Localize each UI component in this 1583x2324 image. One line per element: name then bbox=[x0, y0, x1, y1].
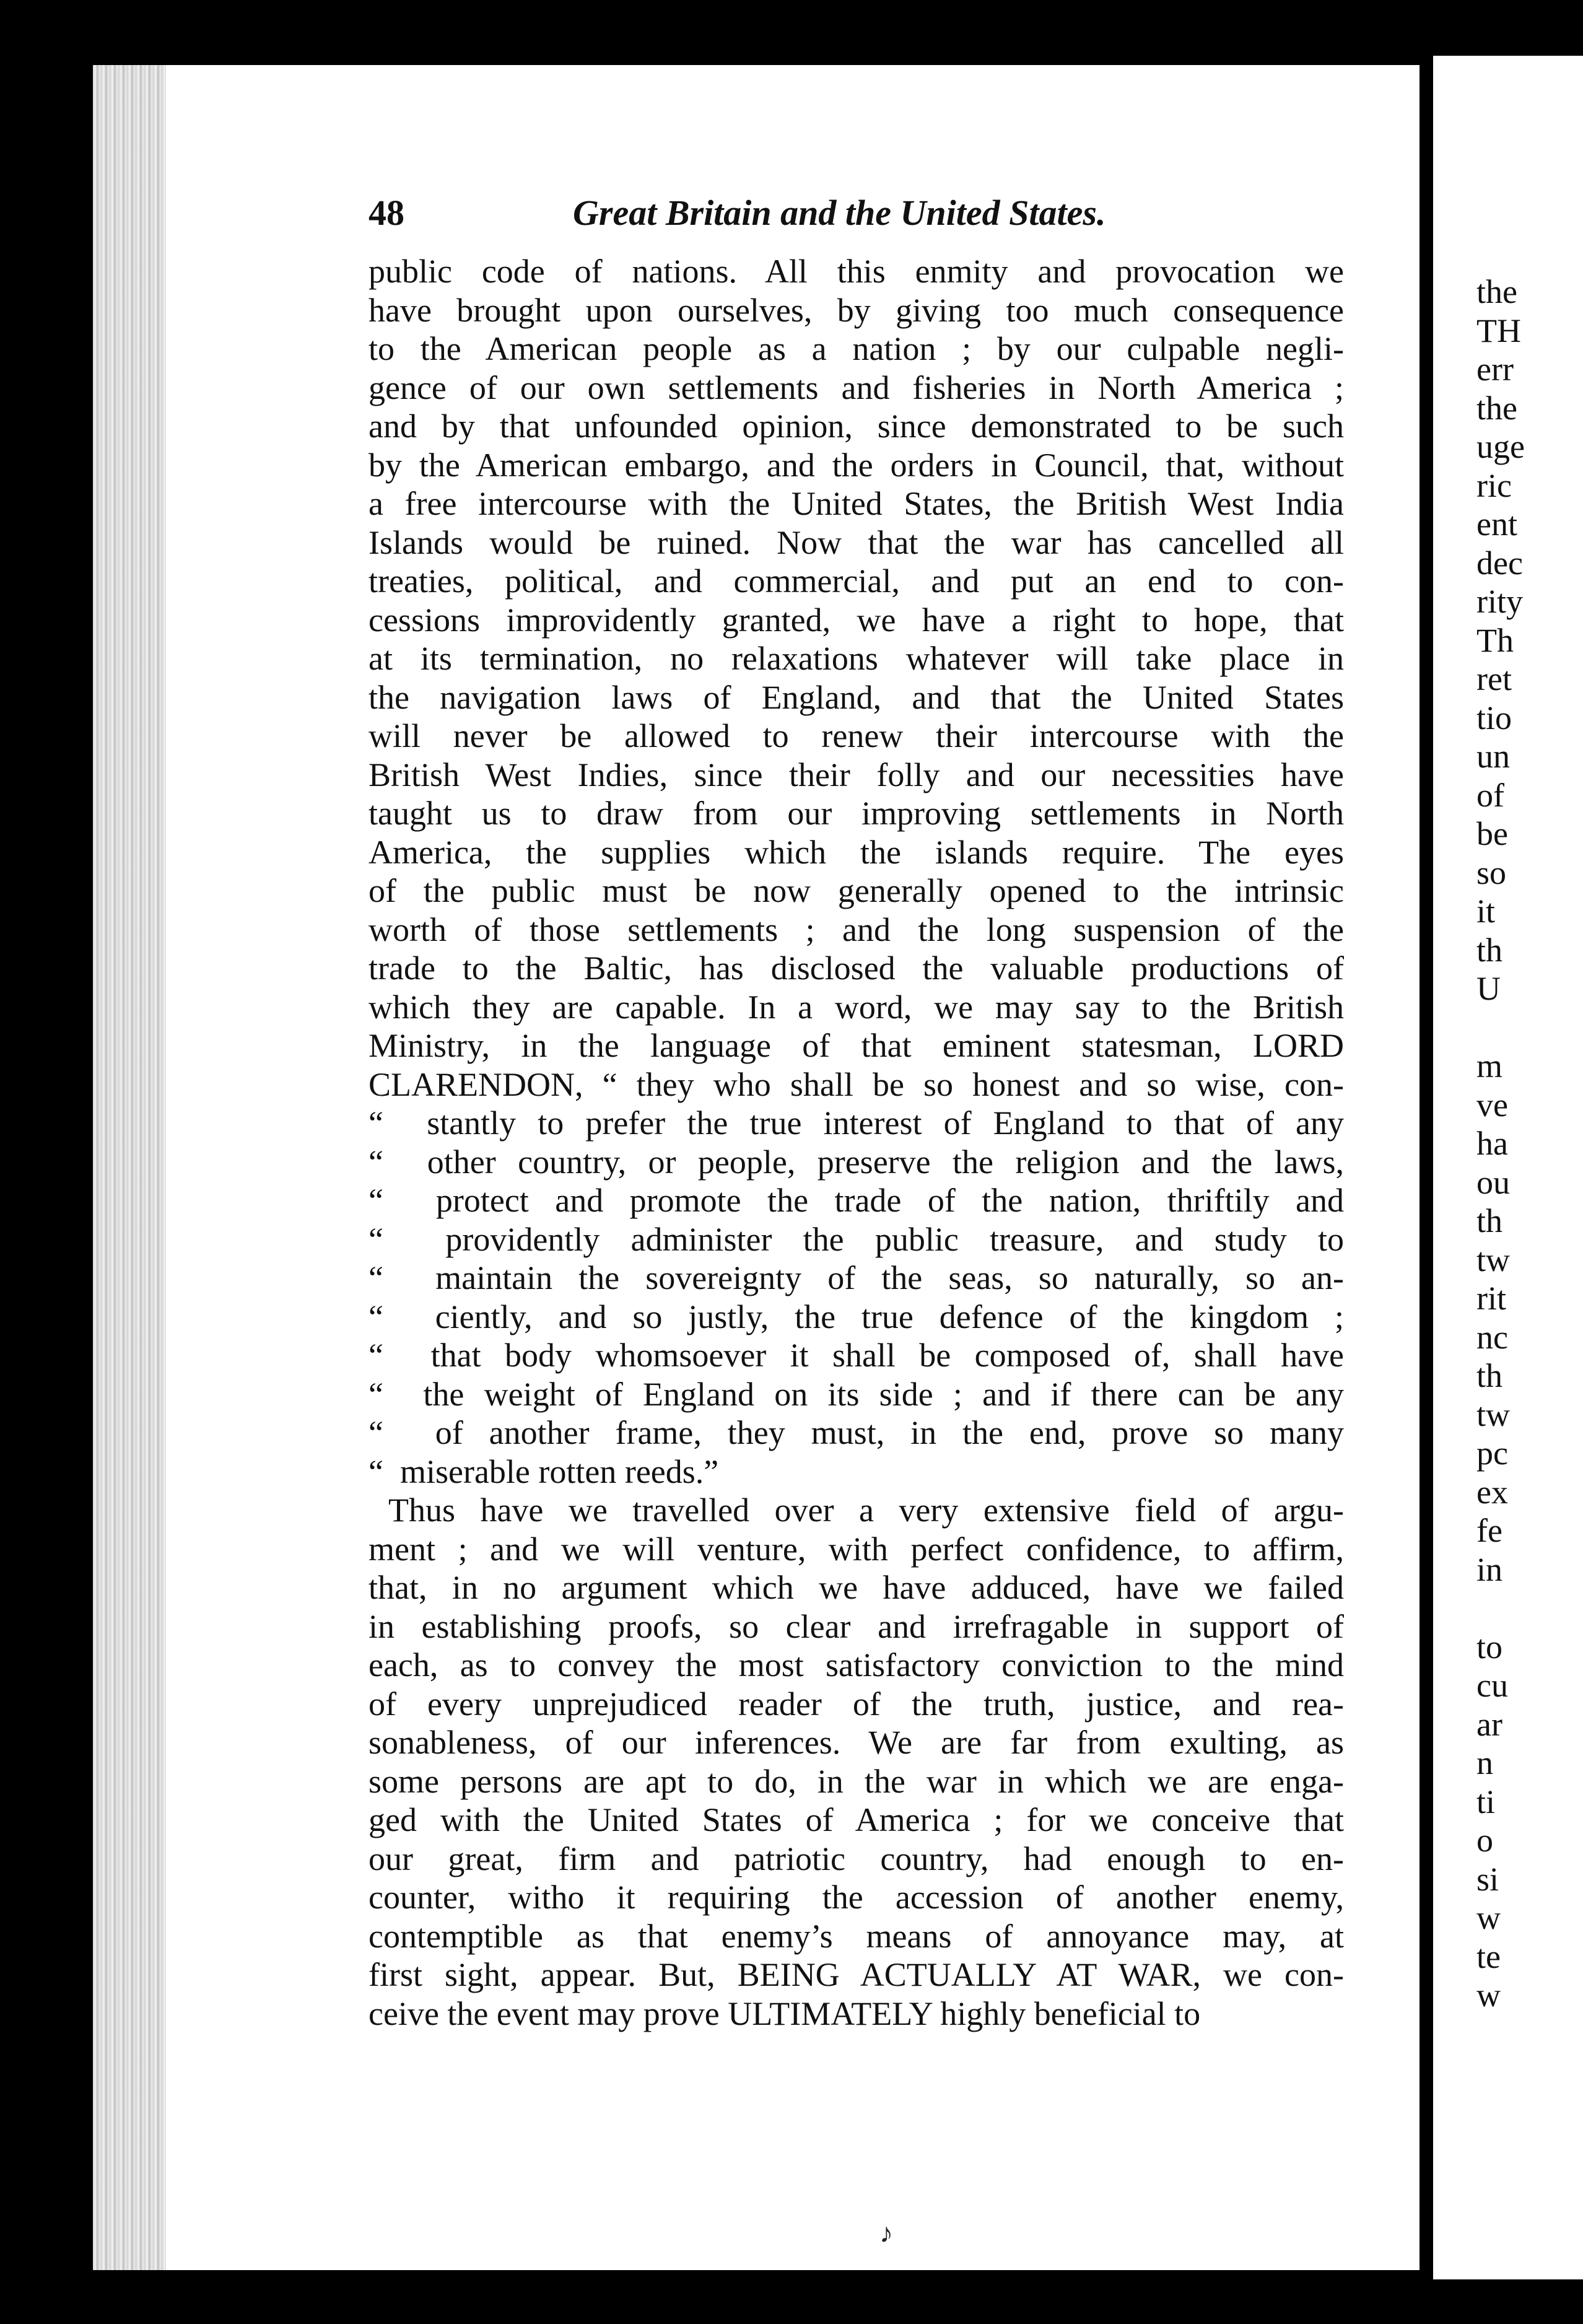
right-page-fragment: ric bbox=[1476, 466, 1512, 504]
text-line: “ stantly to prefer the true interest of England to that of any bbox=[368, 1104, 1344, 1143]
right-page-fragment: tio bbox=[1476, 699, 1512, 736]
right-page-fragment: uge bbox=[1476, 428, 1525, 465]
text-line: sonableness, of our inferences. We are far from exulting, as bbox=[368, 1724, 1344, 1761]
running-header bbox=[368, 192, 1397, 242]
text-line: Ministry, in the language of that eminent statesman, LORD bbox=[368, 1027, 1344, 1064]
right-page-fragment: so bbox=[1476, 854, 1507, 891]
text-line: will never be allowed to renew their intercourse with the bbox=[368, 717, 1344, 754]
text-line: some persons are apt to do, in the war in which we are enga- bbox=[368, 1762, 1344, 1800]
text-line: CLARENDON, “ they who shall be so honest and so wise, con- bbox=[368, 1065, 1344, 1103]
right-page-fragment: ex bbox=[1476, 1473, 1508, 1511]
right-page-fragment: ti bbox=[1476, 1783, 1496, 1820]
text-line: that, in no argument which we have adduced, have we failed bbox=[368, 1569, 1344, 1606]
right-page-fragment: n bbox=[1476, 1744, 1493, 1781]
right-page-fragment: th bbox=[1476, 1202, 1503, 1239]
right-page-fragment: it bbox=[1476, 893, 1496, 930]
text-line: British West Indies, since their folly and our necessities have bbox=[368, 756, 1344, 793]
text-line: “ the weight of England on its side ; and if there can be any bbox=[368, 1375, 1344, 1414]
right-page-fragment: th bbox=[1476, 931, 1503, 969]
right-page-fragment: pc bbox=[1476, 1435, 1508, 1472]
text-line: “ of another frame, they must, in the end, prove so many bbox=[368, 1413, 1344, 1452]
right-page-fragment: the bbox=[1476, 389, 1517, 427]
text-line: America, the supplies which the islands require. The eyes bbox=[368, 833, 1344, 871]
text-line: and by that unfounded opinion, since demonstrated to be such bbox=[368, 408, 1344, 445]
text-line: Islands would be ruined. Now that the war has cancelled all bbox=[368, 523, 1344, 561]
right-page bbox=[1433, 56, 1583, 2279]
right-page-fragment: Th bbox=[1476, 621, 1514, 659]
text-line: cessions improvidently granted, we have a right to hope, that bbox=[368, 601, 1344, 639]
text-line: the navigation laws of England, and that the United States bbox=[368, 678, 1344, 716]
text-line: ceive the event may prove ULTIMATELY highly beneficial to bbox=[368, 1994, 1201, 2032]
right-page-fragment: ve bbox=[1476, 1086, 1508, 1124]
right-page-fragment: si bbox=[1476, 1860, 1499, 1898]
page-gutter bbox=[1419, 50, 1433, 2286]
right-page-fragment: w bbox=[1476, 1899, 1501, 1936]
text-line: Thus have we travelled over a very extensive field of argu- bbox=[388, 1492, 1344, 1529]
text-line: by the American embargo, and the orders in Council, that, without bbox=[368, 446, 1344, 484]
text-line: ged with the United States of America ; for we conceive that bbox=[368, 1801, 1344, 1838]
right-page-fragment: w bbox=[1476, 1977, 1501, 2014]
right-page-fragment: the bbox=[1476, 273, 1517, 310]
text-line: of the public must be now generally opened to the intrinsic bbox=[368, 872, 1344, 909]
right-page-fragment: in bbox=[1476, 1550, 1503, 1588]
text-line: “ miserable rotten reeds.” bbox=[368, 1452, 1344, 1492]
text-line: of every unprejudiced reader of the truth, justice, and rea- bbox=[368, 1685, 1344, 1723]
text-line: “ protect and promote the trade of the nation, thriftily and bbox=[368, 1181, 1344, 1220]
text-line: at its termination, no relaxations whatever will take place in bbox=[368, 640, 1344, 677]
right-page-fragment: to bbox=[1476, 1628, 1503, 1666]
right-page-fragment: nc bbox=[1476, 1318, 1508, 1356]
body-text bbox=[368, 252, 1344, 2033]
right-page-fragment: te bbox=[1476, 1937, 1501, 1975]
right-page-fragment bbox=[1476, 1589, 1583, 1628]
text-line: “ providently administer the public treasure, and study to bbox=[368, 1220, 1344, 1259]
text-line: have brought upon ourselves, by giving too much consequence bbox=[368, 291, 1344, 329]
text-line: in establishing proofs, so clear and irrefragable in support of bbox=[368, 1607, 1344, 1645]
right-page-fragment bbox=[1476, 1008, 1583, 1047]
right-page-fragment: TH bbox=[1476, 312, 1521, 349]
running-title: Great Britain and the United States. bbox=[573, 193, 1106, 233]
right-page-fragment: be bbox=[1476, 815, 1508, 852]
text-line: our great, firm and patriotic country, had enough to en- bbox=[368, 1840, 1344, 1877]
text-line: counter, witho it requiring the accession of another enemy, bbox=[368, 1879, 1344, 1916]
text-line: trade to the Baltic, has disclosed the valuable productions of bbox=[368, 950, 1344, 987]
right-page-fragment: cu bbox=[1476, 1667, 1508, 1704]
text-line: treaties, political, and commercial, and put an end to con- bbox=[368, 562, 1344, 600]
right-page-fragment: ar bbox=[1476, 1705, 1502, 1743]
right-page-fragment: err bbox=[1476, 351, 1514, 388]
text-line: taught us to draw from our improving settlements in North bbox=[368, 795, 1344, 832]
text-line: worth of those settlements ; and the long suspension of the bbox=[368, 911, 1344, 948]
right-page-fragment: ret bbox=[1476, 660, 1512, 697]
right-page-fragment: un bbox=[1476, 738, 1510, 775]
right-page-fragment: U bbox=[1476, 970, 1501, 1007]
right-page-fragment: m bbox=[1476, 1047, 1503, 1085]
right-page-fragment: fe bbox=[1476, 1512, 1502, 1549]
text-line: each, as to convey the most satisfactory conviction to the mind bbox=[368, 1646, 1344, 1684]
page-number: 48 bbox=[368, 193, 404, 233]
right-page-fragment: tw bbox=[1476, 1396, 1510, 1433]
right-page-fragment: of bbox=[1476, 776, 1504, 814]
right-page-fragment: dec bbox=[1476, 544, 1523, 582]
text-line: “ ciently, and so justly, the true defence of the kingdom ; bbox=[368, 1298, 1344, 1337]
right-page-fragment: tw bbox=[1476, 1241, 1510, 1278]
right-page-fragment: ent bbox=[1476, 505, 1517, 543]
right-page-fragment: rity bbox=[1476, 583, 1523, 620]
text-line: first sight, appear. But, BEING ACTUALLY AT WAR, we con- bbox=[368, 1956, 1344, 1993]
right-page-fragment: rit bbox=[1476, 1280, 1506, 1317]
text-line: to the American people as a nation ; by our culpable negli- bbox=[368, 330, 1344, 367]
right-page-fragment: ou bbox=[1476, 1163, 1510, 1201]
text-line: a free intercourse with the United States, the British West India bbox=[368, 485, 1344, 522]
text-line: “ maintain the sovereignty of the seas, so naturally, so an- bbox=[368, 1259, 1344, 1298]
text-line: ment ; and we will venture, with perfect confidence, to affirm, bbox=[368, 1530, 1344, 1568]
right-page-fragment: th bbox=[1476, 1357, 1503, 1394]
text-line: gence of our own settlements and fisheries in North America ; bbox=[368, 369, 1344, 406]
right-page-fragments bbox=[1476, 273, 1583, 2015]
text-line: public code of nations. All this enmity and provocation we bbox=[368, 253, 1344, 290]
right-page-fragment: ha bbox=[1476, 1125, 1508, 1162]
text-line: which they are capable. In a word, we may say to the British bbox=[368, 988, 1344, 1026]
right-page-fragment: o bbox=[1476, 1822, 1493, 1859]
page-foot-mark: ♪ bbox=[879, 2218, 893, 2248]
text-line: contemptible as that enemy’s means of annoyance may, at bbox=[368, 1917, 1344, 1955]
text-line: “ other country, or people, preserve the religion and the laws, bbox=[368, 1143, 1344, 1182]
text-line: “ that body whomsoever it shall be composed of, shall have bbox=[368, 1336, 1344, 1375]
